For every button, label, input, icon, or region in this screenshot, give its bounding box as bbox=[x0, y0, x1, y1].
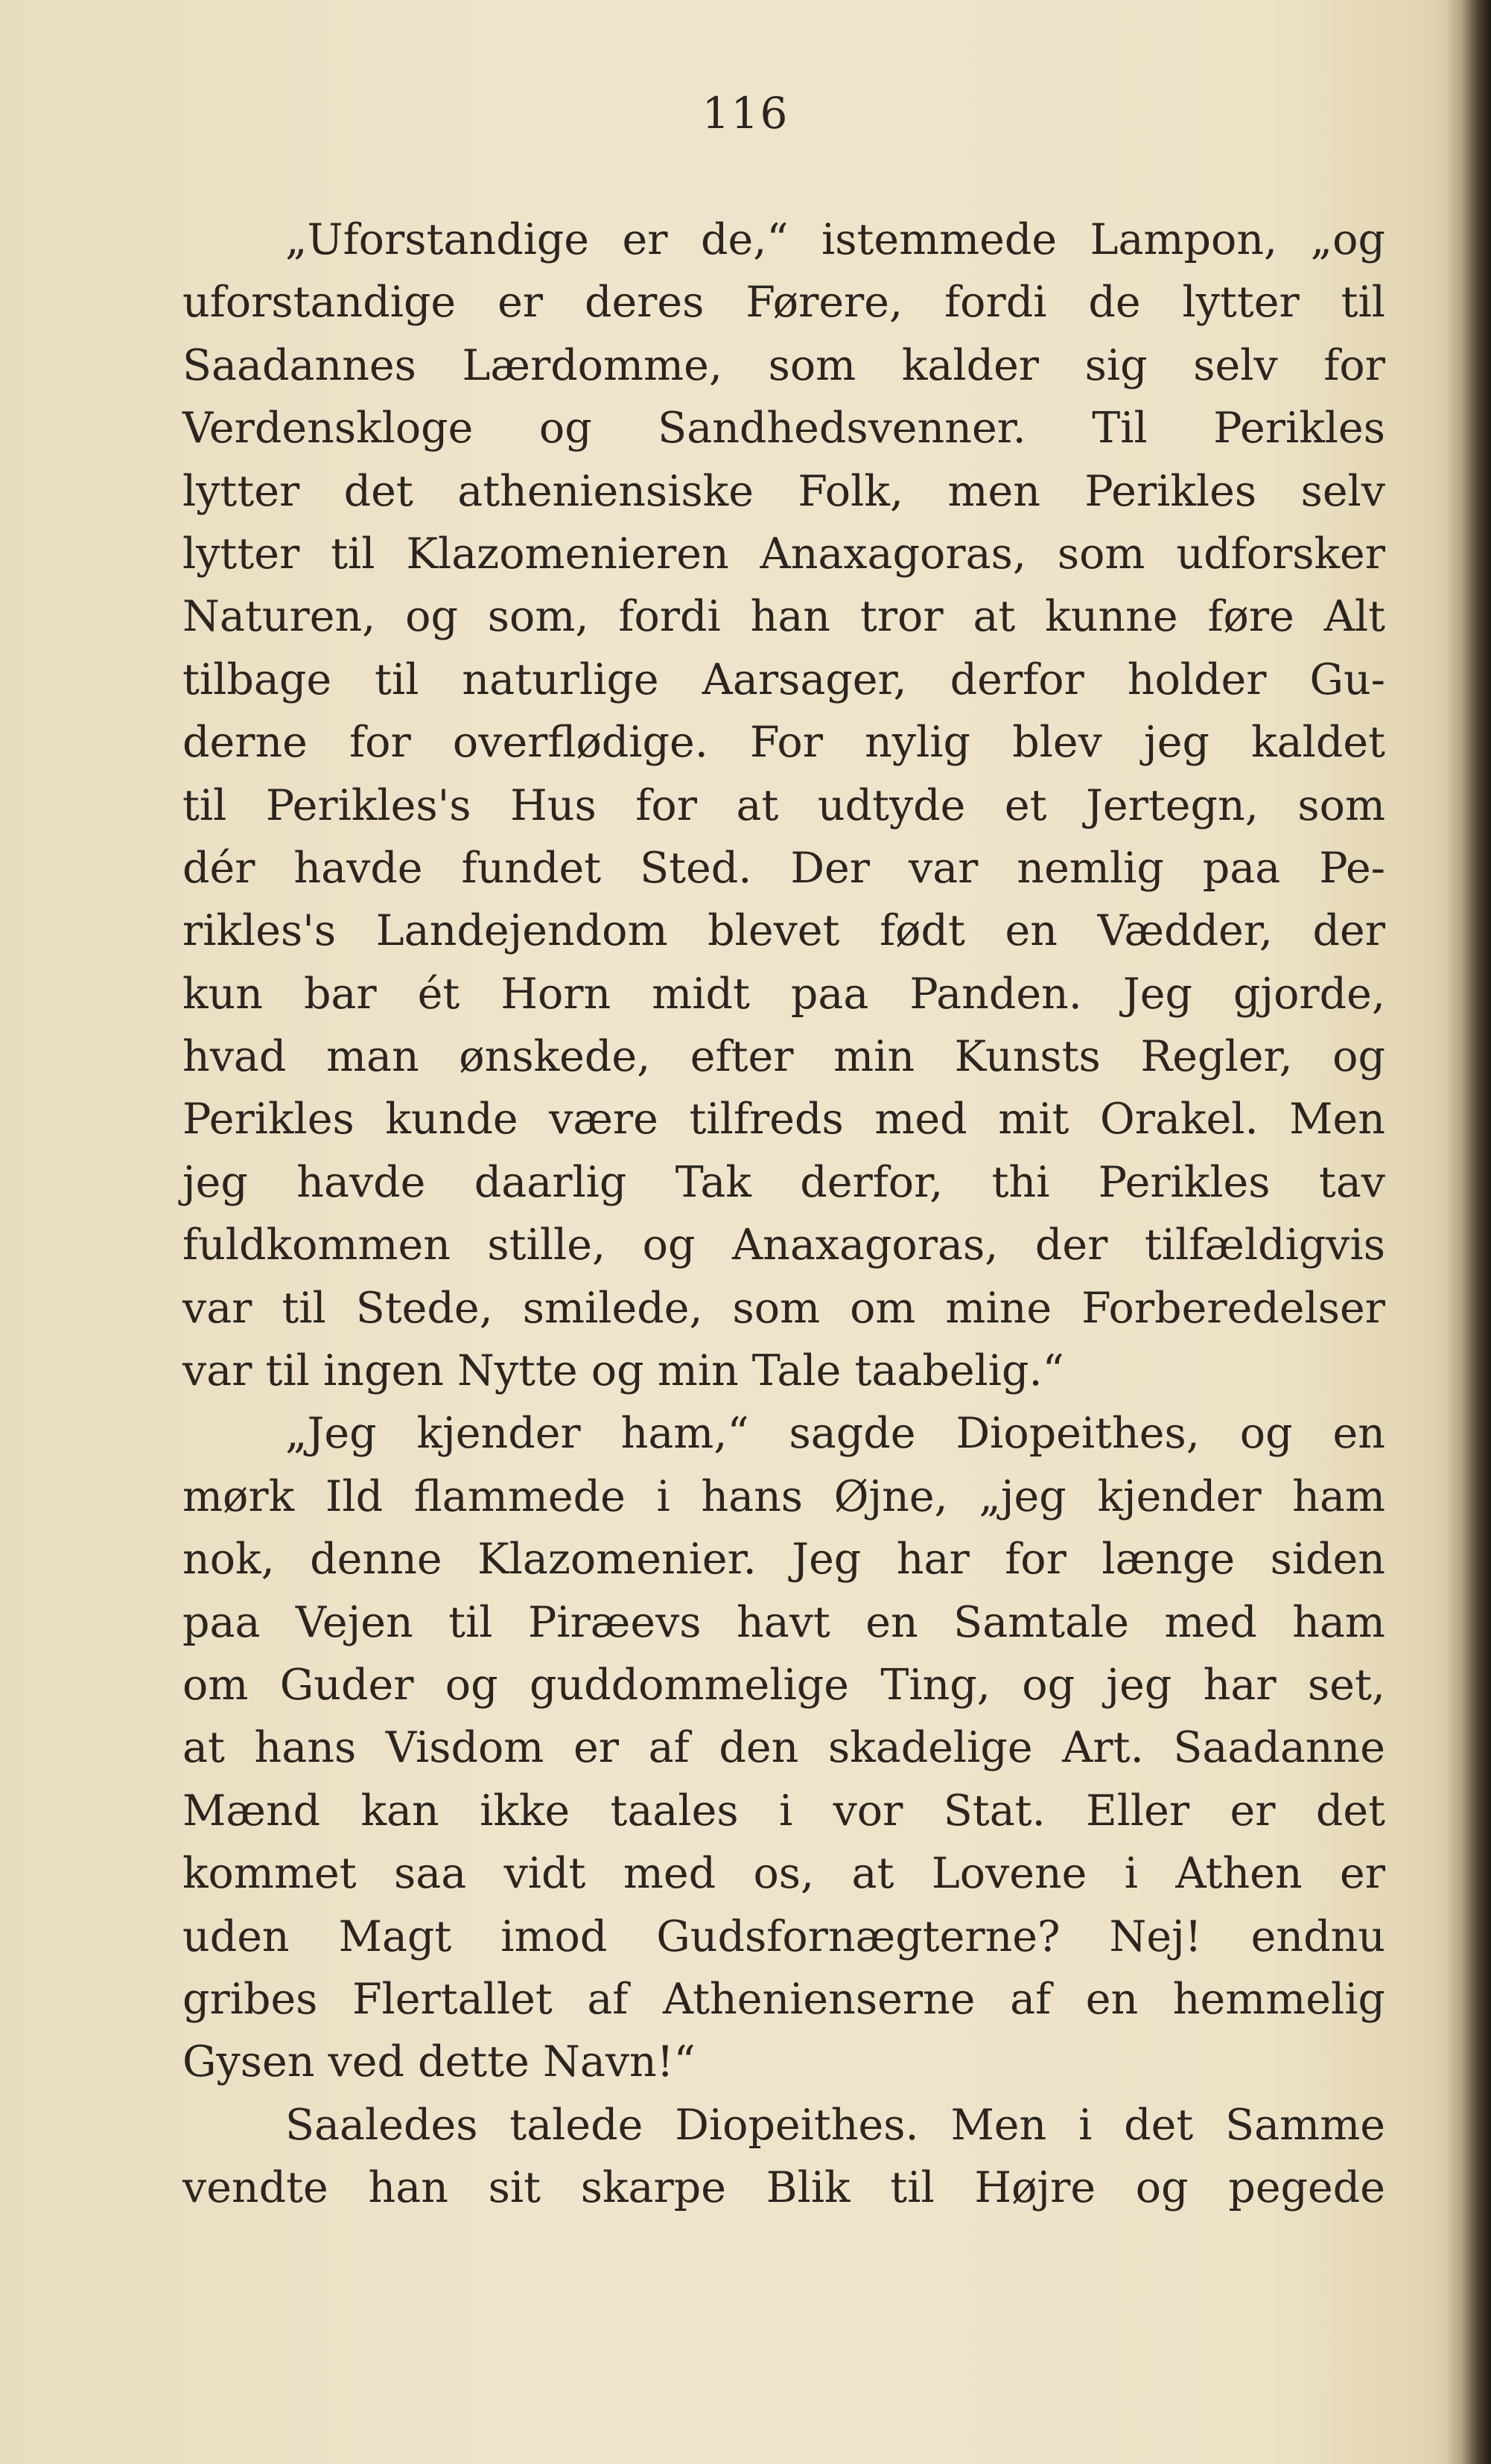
text-line: var til Stede, smilede, som om mine Forberedelser bbox=[182, 1283, 1385, 1333]
text-line: kun bar ét Horn midt paa Panden. Jeg gjorde, bbox=[182, 969, 1385, 1019]
text-line: jeg havde daarlig Tak derfor, thi Perikles tav bbox=[182, 1157, 1385, 1207]
text-line: gribes Flertallet af Athenienserne af en hemmelig bbox=[182, 1974, 1385, 2024]
text-line: vendte han sit skarpe Blik til Højre og pegede bbox=[182, 2163, 1385, 2213]
text-line: uden Magt imod Gudsfornægterne? Nej! endnu bbox=[182, 1911, 1385, 1961]
text-line: fuldkommen stille, og Anaxagoras, der tilfældigvis bbox=[182, 1220, 1385, 1270]
text-line: Verdenskloge og Sandhedsvenner. Til Perikles bbox=[182, 404, 1385, 453]
text-line: Saadannes Lærdomme, som kalder sig selv for bbox=[182, 340, 1385, 390]
text-line: „Uforstandige er de,“ istemmede Lampon, „og bbox=[285, 215, 1385, 264]
text-line: mørk Ild flammede i hans Øjne, „jeg kjender ham bbox=[182, 1471, 1385, 1521]
text-line: dér havde fundet Sted. Der var nemlig paa Pe- bbox=[182, 843, 1385, 893]
text-line: Saaledes talede Diopeithes. Men i det Samme bbox=[285, 2100, 1385, 2150]
text-line: tilbage til naturlige Aarsager, derfor holder Gu- bbox=[182, 655, 1385, 704]
text-line: derne for overflødige. For nylig blev jeg kaldet bbox=[182, 718, 1385, 768]
text-line: Gysen ved dette Navn!“ bbox=[182, 2037, 696, 2087]
text-line: var til ingen Nytte og min Tale taabelig.“ bbox=[182, 1346, 1064, 1396]
text-line: kommet saa vidt med os, at Lovene i Athen er bbox=[182, 1849, 1385, 1899]
text-line: om Guder og guddommelige Ting, og jeg har set, bbox=[182, 1660, 1385, 1710]
text-line: Mænd kan ikke taales i vor Stat. Eller er det bbox=[182, 1786, 1385, 1836]
text-line: Perikles kunde være tilfreds med mit Orakel. Men bbox=[182, 1095, 1385, 1145]
text-line: at hans Visdom er af den skadelige Art. Saadanne bbox=[182, 1723, 1385, 1773]
text-line: hvad man ønskede, efter min Kunsts Regler, og bbox=[182, 1032, 1385, 1082]
text-line: rikles's Landejendom blevet født en Vædder, der bbox=[182, 906, 1385, 956]
text-line: „Jeg kjender ham,“ sagde Diopeithes, og en bbox=[285, 1409, 1385, 1459]
text-line: Naturen, og som, fordi han tror at kunne føre Alt bbox=[182, 592, 1385, 642]
page-edge-shadow bbox=[1446, 0, 1491, 2464]
text-line: til Perikles's Hus for at udtyde et Jertegn, som bbox=[182, 780, 1385, 830]
text-line: nok, denne Klazomenier. Jeg har for længe siden bbox=[182, 1535, 1385, 1585]
text-line: paa Vejen til Piræevs havt en Samtale med ham bbox=[182, 1597, 1385, 1647]
text-line: uforstandige er deres Førere, fordi de lytter til bbox=[182, 278, 1385, 328]
body-text bbox=[182, 208, 1385, 2220]
text-line: lytter det atheniensiske Folk, men Perikles selv bbox=[182, 466, 1385, 516]
page-number: 116 bbox=[702, 88, 789, 139]
text-line: lytter til Klazomenieren Anaxagoras, som udforsker bbox=[182, 529, 1385, 579]
